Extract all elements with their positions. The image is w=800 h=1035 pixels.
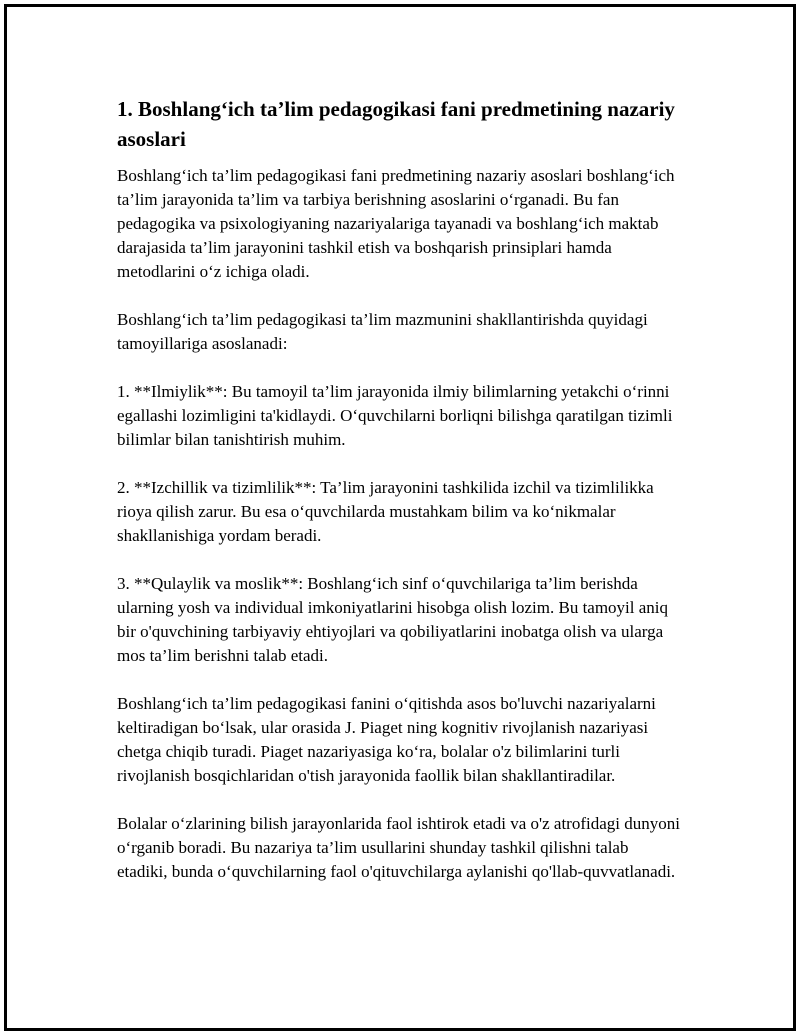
document-heading: 1. Boshlang‘ich ta’lim pedagogikasi fani predmetining nazariy asoslari <box>117 97 675 151</box>
paragraph-principles-intro: Boshlang‘ich ta’lim pedagogikasi ta’lim mazmunini shakllantirishda quyidagi tamoyillariga asoslanadi: <box>117 310 648 353</box>
paragraph-principle-1: 1. **Ilmiylik**: Bu tamoyil ta’lim jarayonida ilmiy bilimlarning yetakchi o‘rinni egallashi lozimligini ta'kidlaydi. O‘quvchilarni borliqni bilishga qaratilgan tizimli bilimlar bilan tanishtirish muhim. <box>117 382 673 449</box>
document-body <box>117 94 683 908</box>
paragraph-intro: Boshlang‘ich ta’lim pedagogikasi fani predmetining nazariy asoslari boshlang‘ich ta’lim jarayonida ta’lim va tarbiya berishning asoslarini o‘rganadi. Bu fan pedagogika va psixologiyaning nazariyalariga tayanadi va boshlang‘ich maktab darajasida ta’lim jarayonini tashkil etish va boshqarish prinsiplari hamda metodlarini o‘z ichiga oladi. <box>117 166 675 281</box>
paragraph-principle-2: 2. **Izchillik va tizimlilik**: Ta’lim jarayonini tashkilida izchil va tizimlilikka rioya qilish zarur. Bu esa o‘quvchilarda mustahkam bilim va ko‘nikmalar shakllanishiga yordam beradi. <box>117 478 654 545</box>
paragraph-conclusion: Bolalar o‘zlarining bilish jarayonlarida faol ishtirok etadi va o'z atrofidagi dunyoni o‘rganib boradi. Bu nazariya ta’lim usullarini shunday tashkil qilishni talab etadiki, bunda o‘quvchilarning faol o'qituvchilarga aylanishi qo'llab-quvvatlanadi. <box>117 814 680 881</box>
paragraph-piaget: Boshlang‘ich ta’lim pedagogikasi fanini o‘qitishda asos bo'luvchi nazariyalarni keltiradigan bo‘lsak, ular orasida J. Piaget ning kognitiv rivojlanish nazariyasi chetga chiqib turadi. Piaget nazariyasiga ko‘ra, bolalar o'z bilimlarini turli rivojlanish bosqichlaridan o'tish jarayonida faollik bilan shakllantiradilar. <box>117 694 656 785</box>
paragraph-principle-3: 3. **Qulaylik va moslik**: Boshlang‘ich sinf o‘quvchilariga ta’lim berishda ularning yosh va individual imkoniyatlarini hisobga olish lozim. Bu tamoyil aniq bir o'quvchining tarbiyaviy ehtiyojlari va qobiliyatlarini inobatga olish va ularga mos ta’lim berishni talab etadi. <box>117 574 669 665</box>
